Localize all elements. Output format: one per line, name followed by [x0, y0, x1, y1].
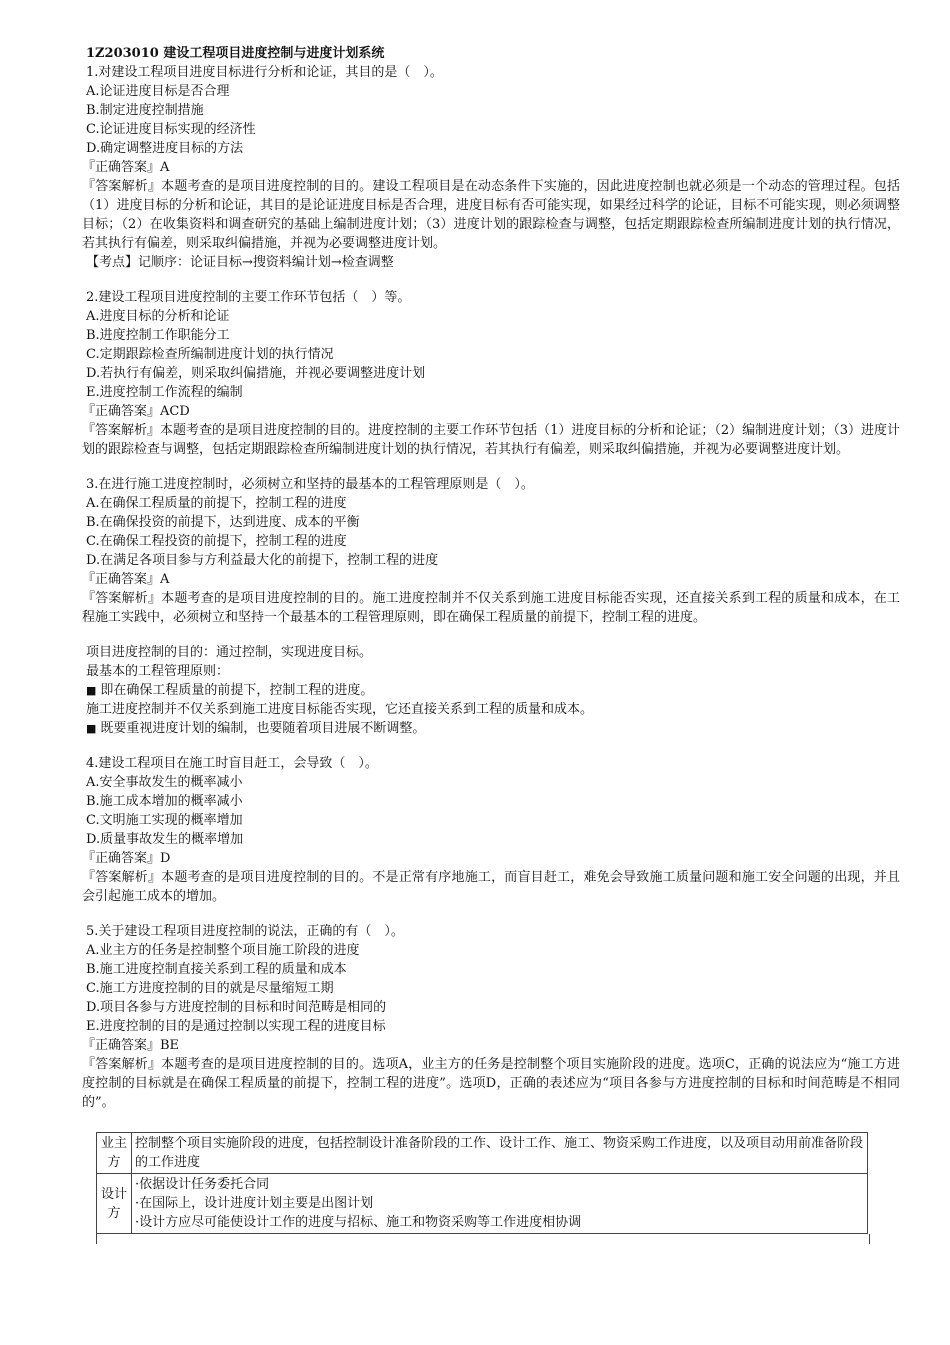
option: B.制定进度控制措施 [86, 103, 204, 118]
question-text: 4.建设工程项目在施工时盲目赶工，会导致（ ）。 [86, 756, 378, 771]
question-text: 5.关于建设工程项目进度控制的说法，正确的有（ ）。 [86, 924, 404, 939]
option: C.在确保工程投资的前提下，控制工程的进度 [86, 534, 347, 549]
option: B.施工进度控制直接关系到工程的质量和成本 [86, 962, 347, 977]
table-row [97, 1133, 868, 1174]
option: B.进度控制工作职能分工 [86, 328, 230, 343]
option: C.施工方进度控制的目的就是尽量缩短工期 [86, 981, 334, 996]
note-bullet: ■ 即在确保工程质量的前提下，控制工程的进度。 [82, 681, 900, 700]
table-desc-line: ·设计方应尽可能使设计工作的进度与招标、施工和物资采购等工作进度相协调 [135, 1215, 582, 1230]
option: E.进度控制工作流程的编制 [86, 385, 243, 400]
question-text: 2.建设工程项目进度控制的主要工作环节包括（ ）等。 [86, 290, 411, 305]
correct-answer: 『正确答案』A [82, 160, 170, 175]
option: C.论证进度目标实现的经济性 [86, 122, 256, 137]
note-line: 最基本的工程管理原则： [86, 664, 230, 679]
section-title: 1Z203010 建设工程项目进度控制与进度计划系统 [86, 46, 385, 61]
progress-control-table [96, 1132, 868, 1234]
option: C.文明施工实现的概率增加 [86, 813, 243, 828]
document-page [82, 44, 900, 1244]
study-note [82, 643, 900, 738]
option: A.进度目标的分析和论证 [86, 309, 230, 324]
question-4 [82, 754, 900, 906]
option: D.若执行有偏差，则采取纠偏措施，并视必要调整进度计划 [86, 366, 426, 381]
table-desc-line: ·在国际上，设计进度计划主要是出图计划 [135, 1196, 374, 1211]
option: A.安全事故发生的概率减小 [86, 775, 243, 790]
key-point: 【考点】记顺序：论证目标→搜资料编计划→检查调整 [86, 255, 394, 270]
option: A.论证进度目标是否合理 [86, 84, 230, 99]
answer-analysis: 『答案解析』本题考查的是项目进度控制的目的。不是正常有序地施工，而盲目赶工，难免会导致施工质量问题和施工安全问题的出现，并且会引起施工成本的增加。 [82, 870, 900, 904]
note-line: 项目进度控制的目的：通过控制，实现进度目标。 [86, 645, 373, 660]
correct-answer: 『正确答案』BE [82, 1038, 180, 1053]
option: E.进度控制的目的是通过控制以实现工程的进度目标 [86, 1019, 386, 1034]
question-5 [82, 922, 900, 1112]
option: C.定期跟踪检查所编制进度计划的执行情况 [86, 347, 334, 362]
correct-answer: 『正确答案』D [82, 851, 171, 866]
option: B.在确保投资的前提下，达到进度、成本的平衡 [86, 515, 360, 530]
option: A.在确保工程质量的前提下，控制工程的进度 [86, 496, 347, 511]
option: A.业主方的任务是控制整个项目施工阶段的进度 [86, 943, 360, 958]
option: D.确定调整进度目标的方法 [86, 141, 244, 156]
option: B.施工成本增加的概率减小 [86, 794, 243, 809]
note-line: 施工进度控制并不仅关系到施工进度目标能否实现，它还直接关系到工程的质量和成本。 [86, 702, 594, 717]
table-desc-cell [132, 1174, 868, 1234]
option: D.质量事故发生的概率增加 [86, 832, 244, 847]
answer-analysis: 『答案解析』本题考查的是项目进度控制的目的。进度控制的主要工作环节包括（1）进度目标的分析和论证；（2）编制进度计划；（3）进度计划的跟踪检查与调整，包括定期跟踪检查所编制进度计划的执行情况，若其执行有偏差，则采取纠偏措施，并视为必要调整进度计划。 [82, 423, 900, 457]
option: D.在满足各项目参与方利益最大化的前提下，控制工程的进度 [86, 553, 439, 568]
table-desc-line: ·依据设计任务委托合同 [135, 1177, 270, 1192]
table-continuation [96, 1234, 870, 1244]
note-bullet: ■ 既要重视进度计划的编制，也要随着项目进展不断调整。 [82, 719, 900, 738]
question-2 [82, 288, 900, 459]
correct-answer: 『正确答案』ACD [82, 404, 190, 419]
table-row [97, 1174, 868, 1234]
answer-analysis: 『答案解析』本题考查的是项目进度控制的目的。施工进度控制并不仅关系到施工进度目标能否实现，还直接关系到工程的质量和成本，在工程施工实践中，必须树立和坚持一个最基本的工程管理原则，即在确保工程质量的前提下，控制工程的进度。 [82, 591, 900, 625]
table-desc-cell [132, 1133, 868, 1174]
answer-analysis: 『答案解析』本题考查的是项目进度控制的目的。建设工程项目是在动态条件下实施的，因此进度控制也就必须是一个动态的管理过程。包括（1）进度目标的分析和论证，其目的是论证进度目标是否合理，进度目标有否可能实现，如果经过科学的论证，目标不可能实现，则必须调整目标；（2）在收集资料和调查研究的基础上编制进度计划；（3）进度计划的跟踪检查与调整，包括定期跟踪检查所编制进度计划的执行情况，若其执行有偏差，则采取纠偏措施，并视为必要调整进度计划。 [82, 179, 900, 251]
question-1 [82, 63, 900, 272]
answer-analysis: 『答案解析』本题考查的是项目进度控制的目的。选项A，业主方的任务是控制整个项目实施阶段的进度。选项C，正确的说法应为“施工方进度控制的目标就是在确保工程质量的前提下，控制工程的进度”。选项D，正确的表述应为“项目各参与方进度控制的目标和时间范畴是不相同的”。 [82, 1057, 900, 1110]
table-role-cell: 设计方 [97, 1174, 132, 1234]
question-text: 1.对建设工程项目进度目标进行分析和论证，其目的是（ ）。 [86, 65, 443, 80]
option: D.项目各参与方进度控制的目标和时间范畴是相同的 [86, 1000, 387, 1015]
table-role-cell: 业主方 [97, 1133, 132, 1174]
question-text: 3.在进行施工进度控制时，必须树立和坚持的最基本的工程管理原则是（ ）。 [86, 477, 534, 492]
question-3 [82, 475, 900, 627]
correct-answer: 『正确答案』A [82, 572, 170, 587]
table-desc-line: 控制整个项目实施阶段的进度，包括控制设计准备阶段的工作、设计工作、施工、物资采购工作进度，以及项目动用前准备阶段的工作进度 [135, 1136, 864, 1170]
